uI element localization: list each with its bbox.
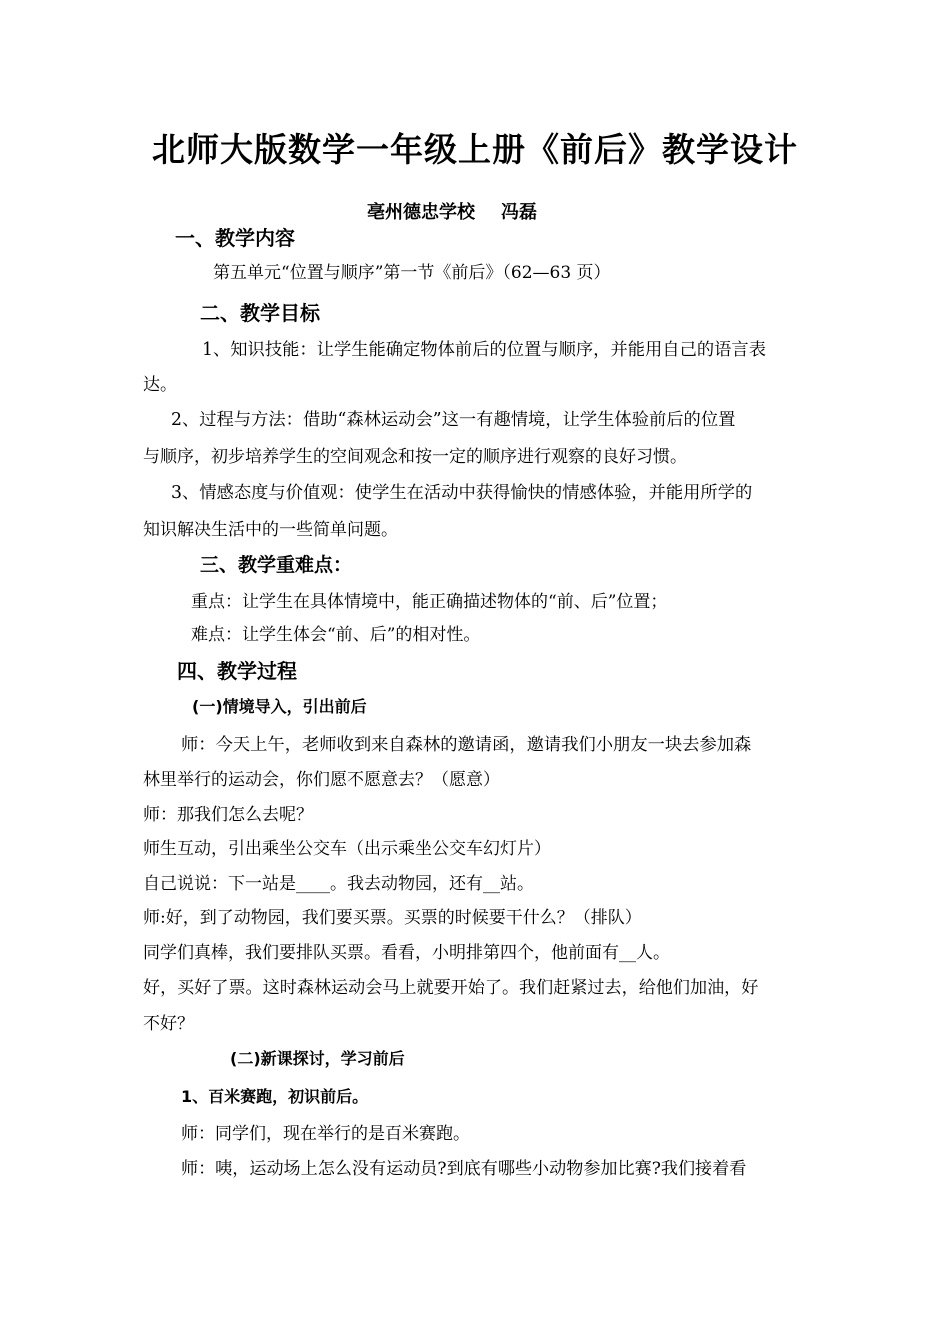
p6-text: 同学们真棒，我们要排队买票。看看，小明排第四个，他前面有__人。 <box>143 943 670 963</box>
keypoint-text: 重点：让学生在具体情境中，能正确描述物体的“前、后”位置； <box>191 592 668 612</box>
p8-text: 师：同学们，现在举行的是百米赛跑。 <box>181 1124 470 1144</box>
goal3-line1: 3、情感态度与价值观：使学生在活动中获得愉快的情感体验，并能用所学的 <box>171 483 753 503</box>
section-heading-content: 一、教学内容 <box>175 226 295 250</box>
section-heading-process: 四、教学过程 <box>177 659 297 683</box>
subsection1-heading: 1、百米赛跑，初识前后。 <box>181 1087 369 1106</box>
p3-text: 师生互动，引出乘坐公交车（出示乘坐公交车幻灯片） <box>143 839 551 859</box>
p2-text: 师：那我们怎么去呢？ <box>143 805 313 825</box>
goal3-line2: 知识解决生活中的一些简单问题。 <box>143 520 398 540</box>
content-text: 第五单元“位置与顺序”第一节《前后》（62—63 页） <box>213 263 611 283</box>
author-name: 冯磊 <box>501 202 537 223</box>
goal1-line1: 1、知识技能：让学生能确定物体前后的位置与顺序，并能用自己的语言表 <box>202 340 766 360</box>
section-heading-goals: 二、教学目标 <box>200 301 320 325</box>
part2-heading: (二)新课探讨，学习前后 <box>230 1049 405 1068</box>
goal2-line1: 2、过程与方法：借助“森林运动会”这一有趣情境，让学生体验前后的位置 <box>171 410 736 430</box>
goal1-line2: 达。 <box>143 375 177 395</box>
p7-line1: 好，买好了票。这时森林运动会马上就要开始了。我们赶紧过去，给他们加油，好 <box>143 978 759 998</box>
p4-text: 自己说说：下一站是____。我去动物园，还有__站。 <box>143 874 534 894</box>
part1-heading: (一)情境导入，引出前后 <box>192 697 367 716</box>
document-title: 北师大版数学一年级上册《前后》教学设计 <box>152 130 798 169</box>
p1-line2: 林里举行的运动会，你们愿不愿意去？（愿意） <box>143 770 500 790</box>
p5-text: 师:好，到了动物园，我们要买票。买票的时候要干什么？（排队） <box>143 908 642 928</box>
goal2-line2: 与顺序，初步培养学生的空间观念和按一定的顺序进行观察的良好习惯。 <box>143 447 687 467</box>
author-school: 亳州德忠学校 <box>367 202 475 223</box>
p1-line1: 师：今天上午，老师收到来自森林的邀请函，邀请我们小朋友一块去参加森 <box>181 735 752 755</box>
difficulty-text: 难点：让学生体会“前、后”的相对性。 <box>191 625 481 645</box>
p9-text: 师：咦，运动场上怎么没有运动员?到底有哪些小动物参加比赛?我们接着看 <box>181 1159 747 1179</box>
section-heading-keypoints: 三、教学重难点： <box>200 554 353 576</box>
author-line <box>367 201 537 225</box>
p7-line2: 不好？ <box>143 1014 194 1034</box>
